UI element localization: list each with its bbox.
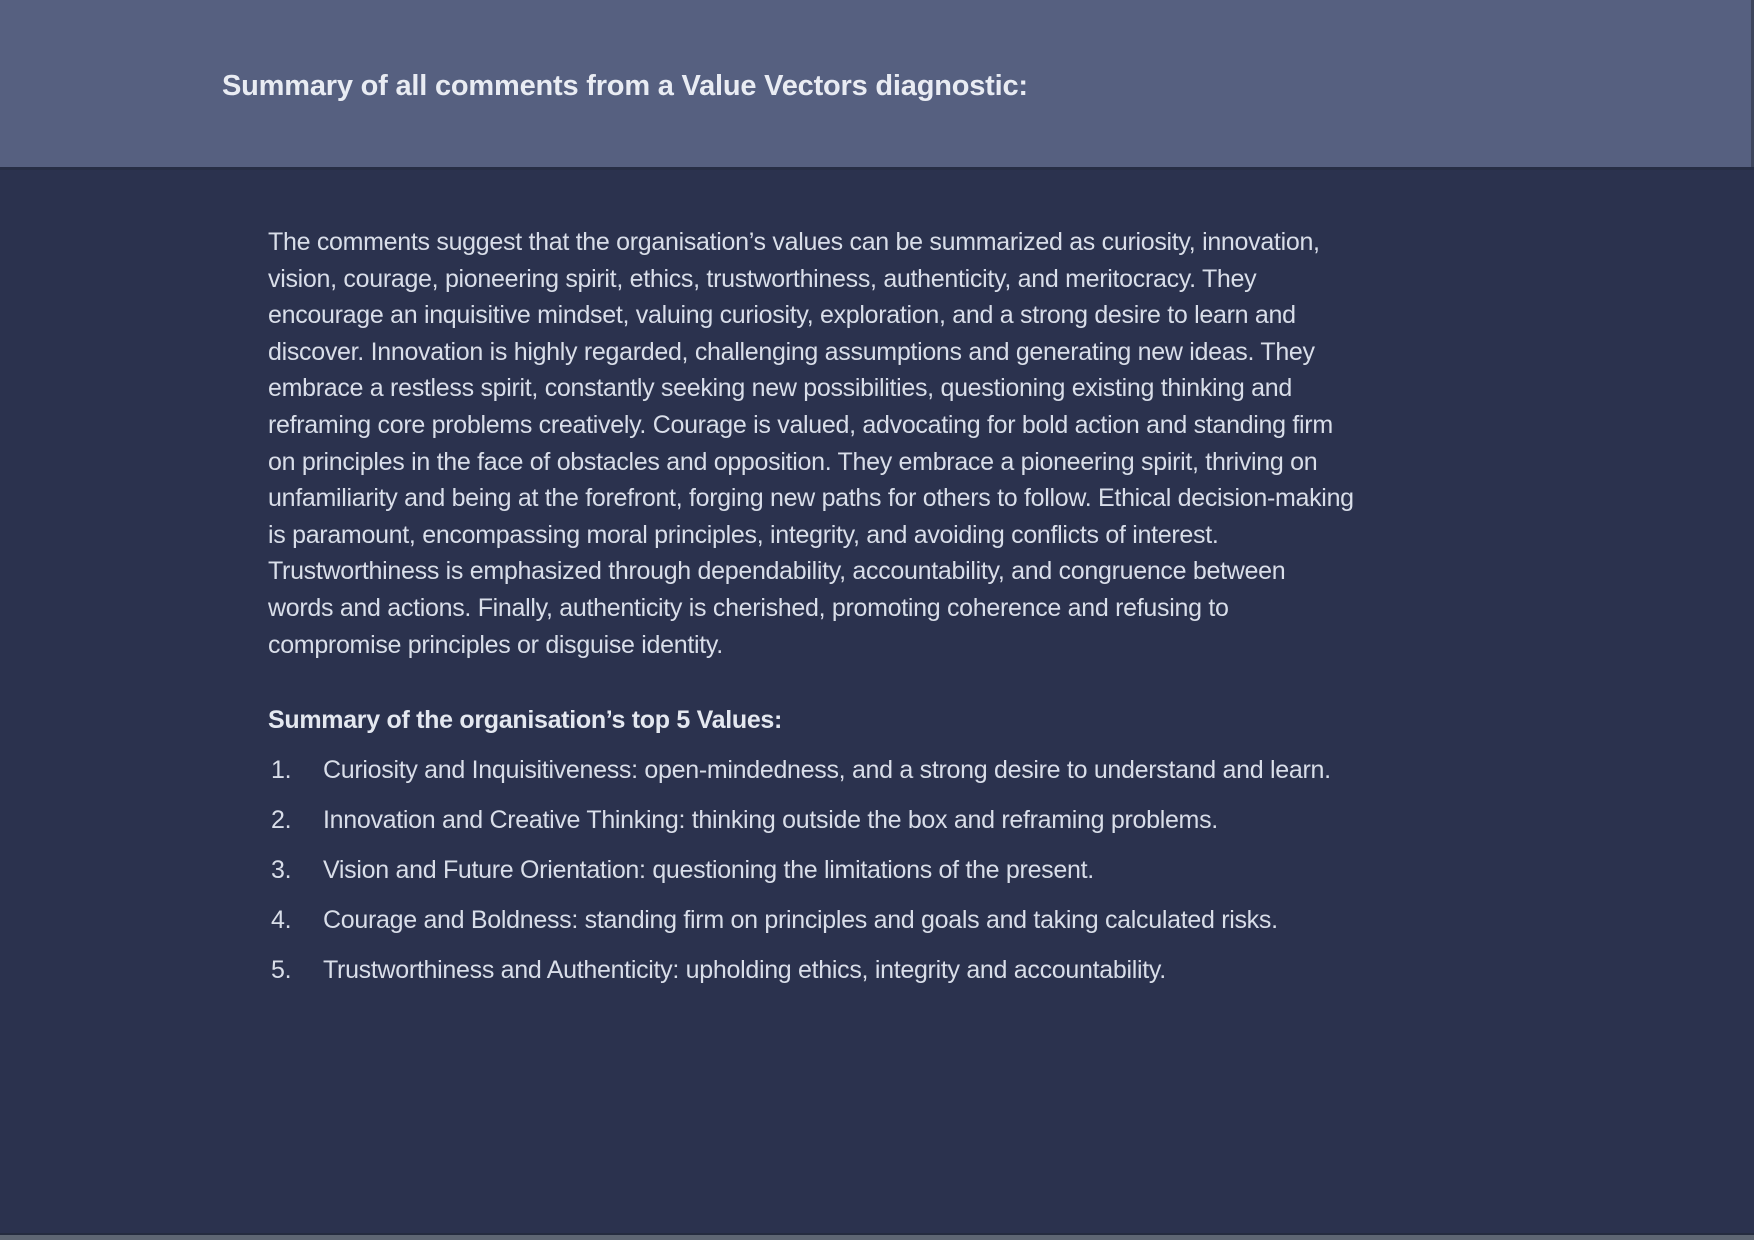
list-item-number: 2. xyxy=(271,805,292,834)
bottom-edge-strip xyxy=(0,1233,1754,1240)
list-item-number: 5. xyxy=(271,956,292,985)
summary-paragraph: The comments suggest that the organisation’s values can be summarized as curiosity, innovation, vision, courage, pioneering spirit, ethics, trustworthiness, authenticity, and meritocracy. They encourage an inquisitive mindset, valuing curiosity, exploration, and a strong desire to learn and discover. Innovation is highly regarded, challenging assumptions and generating new ideas. They embrace a restless spirit, constantly seeking new possibilities, questioning existing thinking and reframing core problems creatively. Courage is valued, advocating for bold action and standing firm on principles in the face of obstacles and opposition. They embrace a pioneering spirit, thriving on unfamiliarity and being at the forefront, forging new paths for others to follow. Ethical decision-making is paramount, encompassing moral principles, integrity, and avoiding conflicts of interest. Trustworthiness is emphasized through dependability, accountability, and congruence between words and actions. Finally, authenticity is cherished, promoting coherence and refusing to compromise principles or disguise identity. xyxy=(268,228,1354,659)
values-heading: Summary of the organisation’s top 5 Values: xyxy=(268,706,783,735)
list-item-text: Curiosity and Inquisitiveness: open-mindedness, and a strong desire to understand and learn. xyxy=(323,755,1331,784)
list-item xyxy=(271,852,1356,889)
list-item-number: 3. xyxy=(271,855,292,884)
list-item xyxy=(271,752,1356,789)
header-bar xyxy=(0,0,1754,170)
list-item-number: 4. xyxy=(271,906,292,934)
list-item-text: Trustworthiness and Authenticity: upholding ethics, integrity and accountability. xyxy=(323,956,1166,985)
list-item xyxy=(271,802,1356,839)
list-item-text: Innovation and Creative Thinking: thinking outside the box and reframing problems. xyxy=(323,805,1218,834)
list-item-text: Courage and Boldness: standing firm on principles and goals and taking calculated risks. xyxy=(323,906,1278,934)
list-item xyxy=(271,952,1356,989)
list-item xyxy=(271,902,1356,939)
content-area xyxy=(268,224,1356,1002)
list-item-number: 1. xyxy=(271,755,292,784)
list-item-text: Vision and Future Orientation: questioning the limitations of the present. xyxy=(323,855,1094,884)
values-list xyxy=(268,752,1356,989)
page-title: Summary of all comments from a Value Vectors diagnostic: xyxy=(222,70,1028,102)
